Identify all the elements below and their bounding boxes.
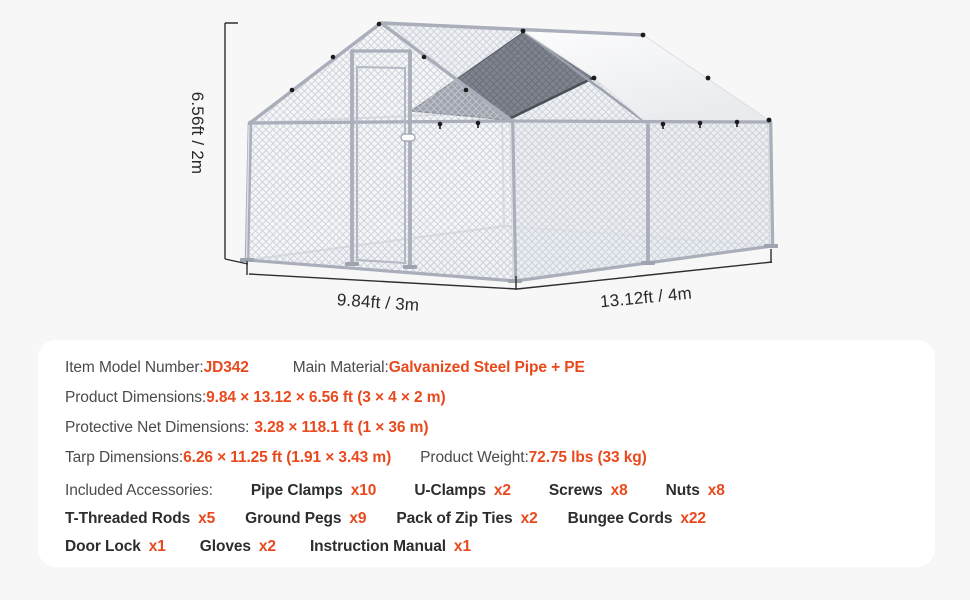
net-dimensions-value: 3.28 × 118.1 ft (1 × 36 m): [254, 419, 429, 436]
width-dimension-label: 9.84ft / 3m: [336, 290, 420, 315]
accessory-name: Pack of Zip Ties: [396, 510, 513, 527]
spec-row-tarp-weight: [65, 443, 915, 473]
accessory-name: Gloves: [199, 538, 251, 555]
accessory-count: x2: [493, 482, 511, 499]
model-number-value: JD342: [203, 359, 249, 376]
accessory-name: Door Lock: [65, 538, 141, 555]
accessory-count: x1: [148, 538, 166, 555]
accessory-count: x9: [349, 510, 367, 527]
accessories-row-1: [65, 477, 915, 505]
accessories-row-2: [65, 505, 915, 533]
accessory-item: [396, 510, 537, 528]
accessory-count: x8: [707, 482, 725, 499]
accessory-item: [245, 510, 366, 528]
material-label: Main Material:: [292, 359, 389, 376]
spec-row-net-dimensions: [65, 413, 915, 443]
accessory-item: [65, 538, 166, 556]
accessory-item: [200, 538, 276, 556]
weight-label: Product Weight:: [420, 449, 529, 466]
tarp-dimensions-value: 6.26 × 11.25 ft (1.91 × 3.43 m): [183, 449, 392, 466]
spec-row-product-dimensions: [65, 383, 915, 413]
accessory-item: [414, 482, 511, 500]
model-number-label: Item Model Number:: [65, 359, 204, 376]
accessory-count: x22: [680, 510, 706, 527]
accessories-label: Included Accessories:: [65, 482, 213, 499]
accessory-count: x2: [520, 510, 538, 527]
spec-row-model-material: [65, 353, 915, 383]
accessory-count: x1: [453, 538, 471, 555]
accessory-name: Screws: [548, 482, 603, 499]
product-dimensions-label: Product Dimensions:: [65, 389, 207, 406]
tarp-dimensions-label: Tarp Dimensions:: [65, 449, 184, 466]
accessories-row-3: [65, 533, 915, 561]
spec-card: [38, 340, 935, 567]
accessory-count: x10: [350, 482, 377, 499]
accessory-item: [549, 482, 628, 500]
accessory-name: U-Clamps: [414, 482, 486, 499]
accessory-item: [568, 510, 706, 528]
side-wall: [512, 121, 772, 281]
accessory-name: Instruction Manual: [309, 538, 446, 555]
accessory-name: Ground Pegs: [245, 510, 342, 527]
accessory-count: x5: [198, 510, 216, 527]
accessory-item: [251, 482, 377, 500]
door-latch: [401, 134, 415, 141]
material-value: Galvanized Steel Pipe + PE: [388, 359, 585, 376]
weight-value: 72.75 lbs (33 kg): [528, 449, 647, 466]
height-dimension-label: 6.56ft / 2m: [188, 91, 207, 175]
product-dimensions-value: 9.84 × 13.12 × 6.56 ft (3 × 4 × 2 m): [206, 389, 446, 406]
accessory-name: T-Threaded Rods: [65, 510, 191, 527]
accessory-count: x8: [610, 482, 628, 499]
net-dimensions-label: Protective Net Dimensions:: [65, 419, 250, 436]
accessory-item: [666, 482, 725, 500]
accessory-name: Bungee Cords: [567, 510, 673, 527]
accessory-name: Nuts: [665, 482, 700, 499]
accessory-item: [310, 538, 471, 556]
accessory-item: [65, 510, 215, 528]
accessory-count: x2: [258, 538, 276, 555]
accessory-name: Pipe Clamps: [250, 482, 343, 499]
depth-dimension-label: 13.12ft / 4m: [599, 283, 693, 312]
